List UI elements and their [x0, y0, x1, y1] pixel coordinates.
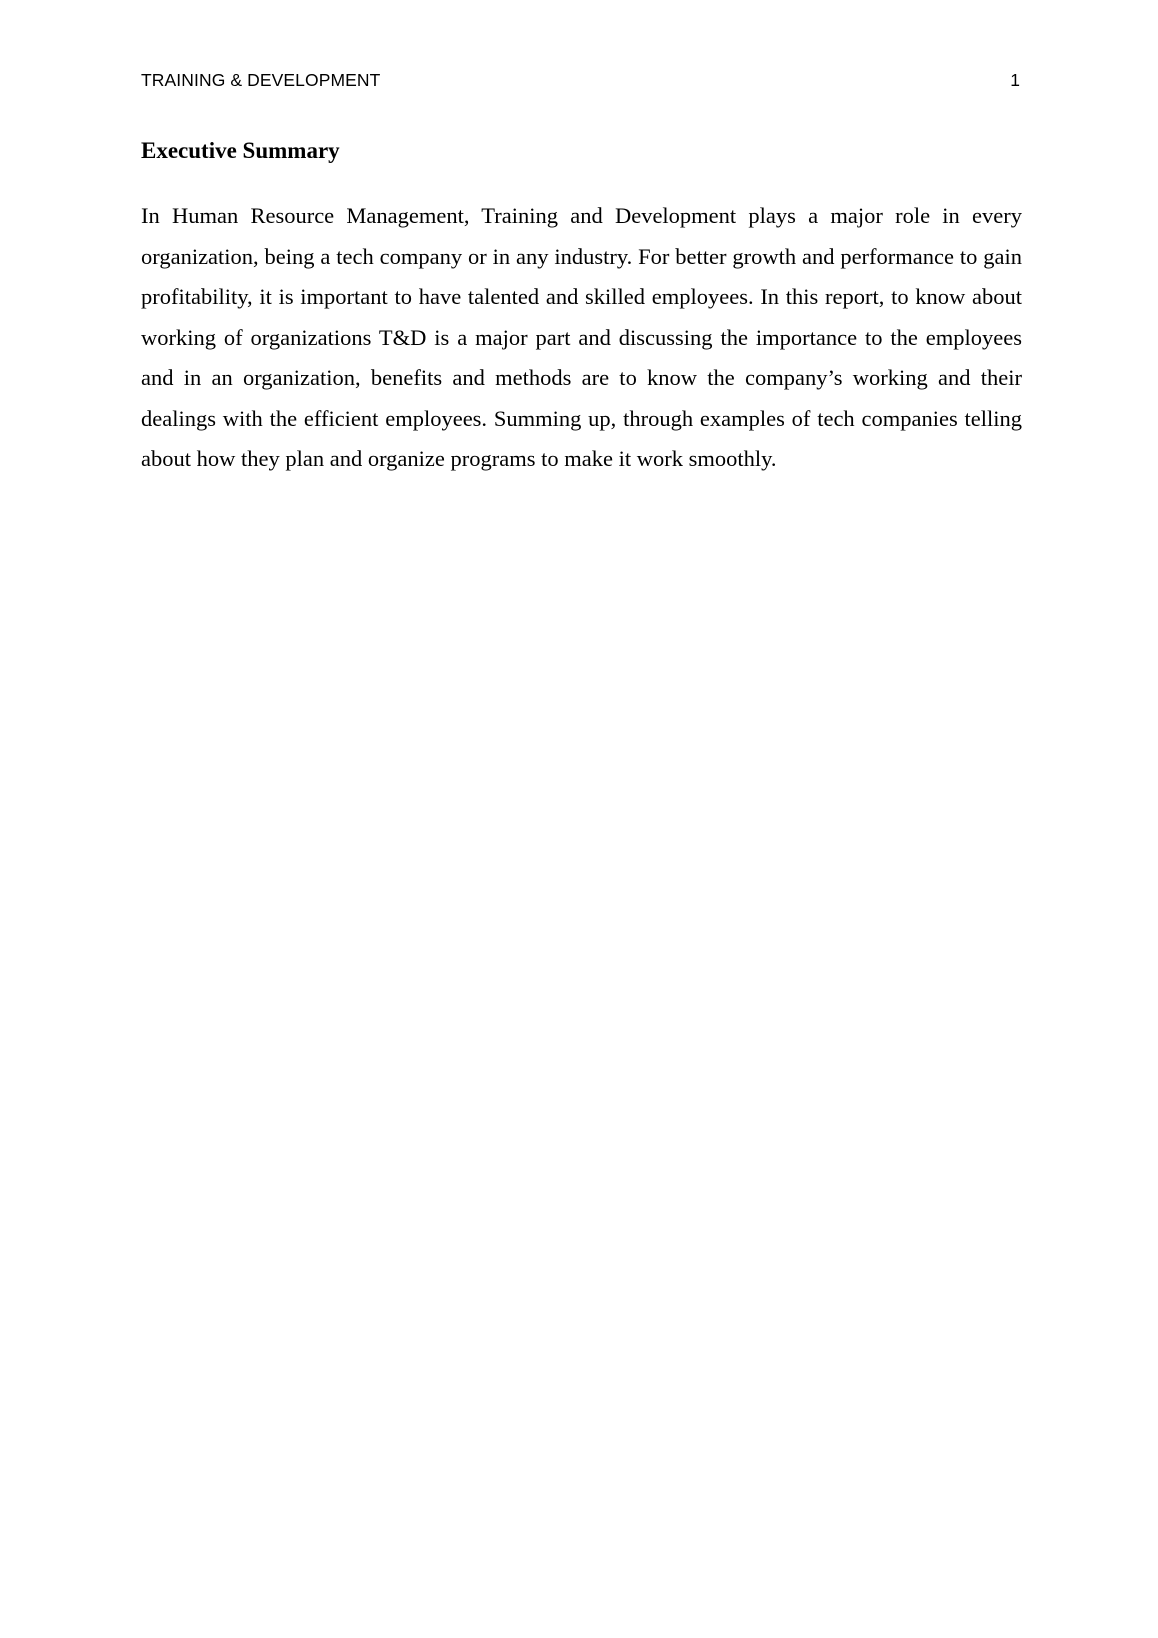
running-head: TRAINING & DEVELOPMENT	[141, 70, 381, 90]
section-heading: Executive Summary	[141, 138, 340, 163]
page-number: 1	[1010, 70, 1020, 90]
body-paragraph: In Human Resource Management, Training and Development plays a major role in every organization, being a tech company or in any industry. For better growth and performance to gain profitability, it is important to have talented and skilled employees. In this report, to know about working of organizations T&D is a major part and discussing the importance to the employees and in an organization, benefits and methods are to know the company’s working and their dealings with the efficient employees. Summing up, through examples of tech companies telling about how they plan and organize programs to make it work smoothly.	[141, 203, 1022, 471]
